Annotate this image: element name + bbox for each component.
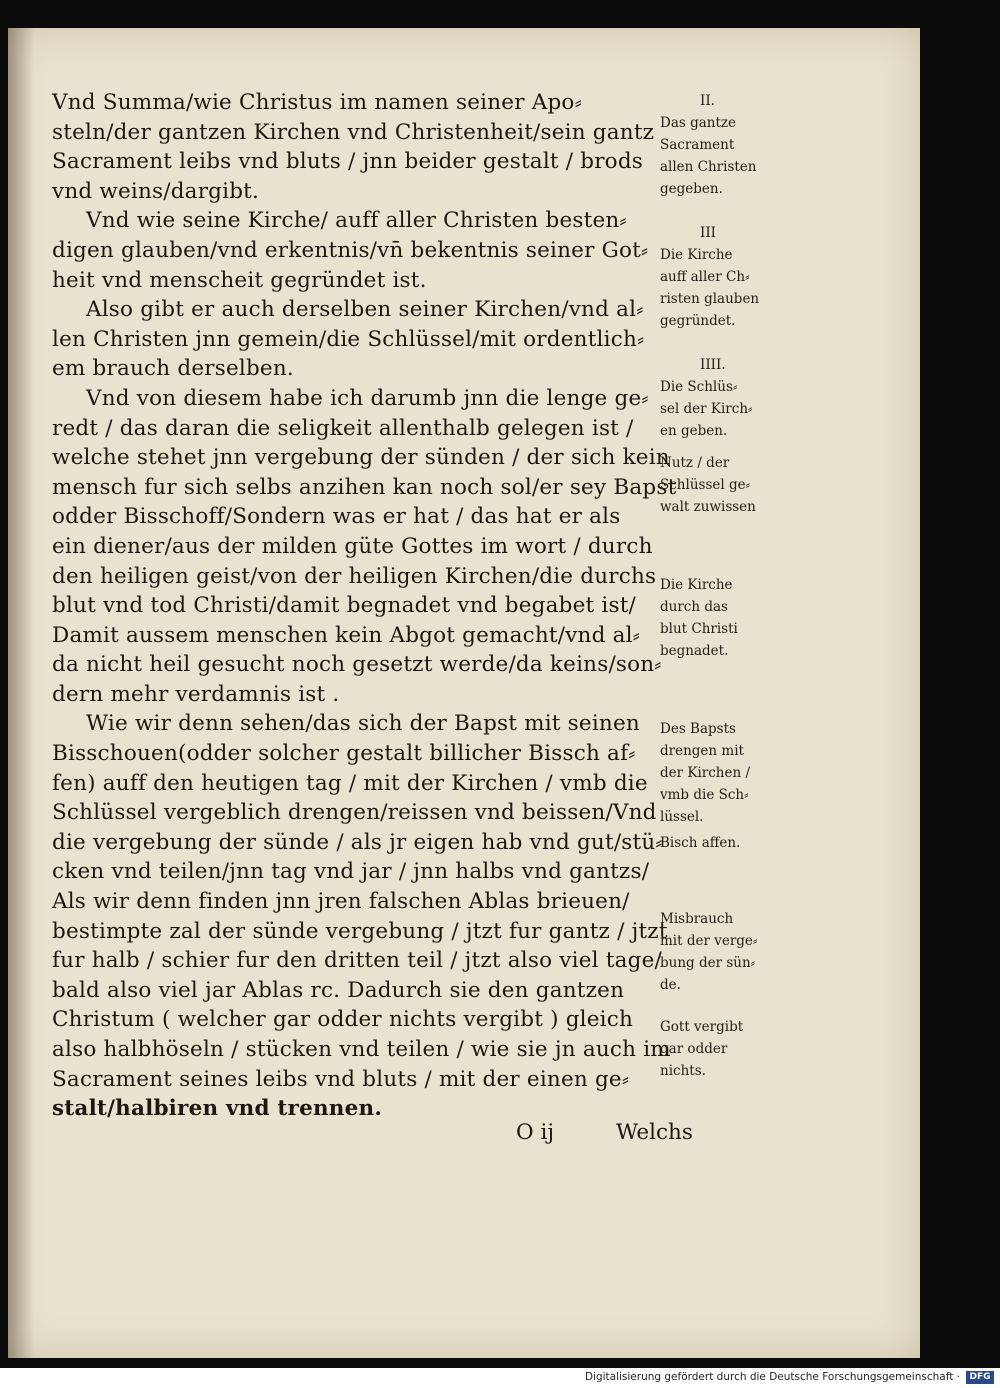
- note-line: lüssel.: [660, 809, 704, 825]
- note-line: de.: [660, 977, 681, 993]
- text-line: bestimpte zal der sünde vergebung / jtzt fur gantz / jtzt: [52, 918, 668, 944]
- text-line: fur halb / schier fur den dritten teil / jtzt also viel tage/: [52, 948, 662, 974]
- marginal-note: [660, 574, 830, 662]
- text-line: redt / das daran die seligkeit allenthalb gelegen ist /: [52, 415, 634, 441]
- text-line: digen glauben/vnd erkentnis/vn̄ bekentnis seiner Got⸗: [52, 237, 649, 263]
- text-line: ein diener/aus der milden güte Gottes im wort / durch: [52, 533, 653, 559]
- note-line: Die Kirche: [660, 247, 733, 263]
- note-line: gegründet.: [660, 313, 736, 329]
- text-line: Vnd Summa/wie Christus im namen seiner Apo⸗: [52, 90, 582, 115]
- marginal-note: [660, 1016, 830, 1082]
- note-line: risten glauben: [660, 291, 760, 307]
- note-line: Das gantze: [660, 115, 737, 131]
- text-line: also halbhöseln / stücken vnd teilen / wie sie jn auch im: [52, 1037, 671, 1062]
- text-line: Christum ( welcher gar odder nichts vergibt ) gleich: [52, 1007, 634, 1033]
- note-line: vmb die Sch⸗: [660, 787, 749, 803]
- text-line: Sacrament leibs vnd bluts / jnn beider gestalt / brods: [52, 149, 644, 175]
- note-line: sel der Kirch⸗: [660, 401, 753, 417]
- note-line: mit der verge⸗: [660, 933, 758, 949]
- note-line: nichts.: [660, 1063, 706, 1079]
- text-line: len Christen jnn gemein/die Schlüssel/mit ordentlich⸗: [52, 326, 645, 352]
- text-line: den heiligen geist/von der heiligen Kirchen/die durchs: [52, 563, 657, 589]
- note-line: walt zuwissen: [660, 499, 756, 515]
- catchword: Welchs: [616, 1120, 693, 1145]
- text-line: Bisschouen(odder solcher gestalt billicher Bissch af⸗: [52, 741, 636, 767]
- text-line: da nicht heil gesucht noch gesetzt werde/da keins/son⸗: [52, 652, 662, 678]
- note-number: II.: [700, 93, 715, 109]
- note-number: IIII.: [700, 357, 726, 373]
- credit-bar: [0, 1368, 1000, 1388]
- marginal-note: [660, 452, 830, 518]
- dfg-logo: DFG: [966, 1371, 994, 1384]
- note-line: gar odder: [660, 1041, 728, 1057]
- text-line: Vnd wie seine Kirche/ auff aller Christen besten⸗: [86, 208, 627, 234]
- text-line: Als wir denn finden jnn jren falschen Ablas brieuen/: [52, 889, 630, 915]
- text-line: cken vnd teilen/jnn tag vnd jar / jnn halbs vnd gantzs/: [52, 859, 650, 885]
- note-line: blut Christi: [660, 621, 738, 637]
- note-line: Schlüssel ge⸗: [660, 477, 751, 493]
- marginal-note: [660, 908, 830, 996]
- marginal-note: [660, 832, 830, 854]
- note-line: Die Kirche: [660, 577, 733, 593]
- note-line: auff aller Ch⸗: [660, 269, 750, 285]
- note-line: Bisch affen.: [660, 835, 741, 851]
- text-line: steln/der gantzen Kirchen vnd Christenheit/sein gantz: [52, 119, 655, 145]
- text-line: Damit aussem menschen kein Abgot gemacht/vnd al⸗: [52, 622, 641, 648]
- text-line: dern mehr verdamnis ist .: [52, 681, 340, 707]
- note-line: drengen mit: [660, 743, 744, 759]
- text-line: stalt/halbiren vnd trennen.: [52, 1096, 383, 1122]
- text-line: odder Bisschoff/Sondern was er hat / das hat er als: [52, 504, 621, 530]
- page-footer: [498, 1118, 738, 1148]
- note-line: der Kirchen /: [660, 765, 751, 781]
- funding-credit: Digitalisierung gefördert durch die Deutsche Forschungsgemeinschaft ·: [584, 1371, 960, 1383]
- signature-mark: O ij: [516, 1120, 555, 1145]
- book-page: [8, 28, 920, 1358]
- marginal-note: [660, 90, 830, 200]
- text-line: bald also viel jar Ablas rc. Dadurch sie den gantzen: [52, 977, 625, 1003]
- note-line: Gott vergibt: [660, 1019, 744, 1035]
- main-text-block: [52, 88, 702, 1124]
- text-line: Vnd von diesem habe ich darumb jnn die lenge ge⸗: [86, 385, 649, 411]
- text-line: vnd weins/dargibt.: [52, 178, 260, 204]
- text-line: Schlüssel vergeblich drengen/reissen vnd beissen/Vnd: [52, 800, 657, 826]
- text-line: Also gibt er auch derselben seiner Kirchen/vnd al⸗: [86, 297, 644, 323]
- page-gutter-shadow: [8, 28, 34, 1358]
- text-line: welche stehet jnn vergebung der sünden / der sich kein: [52, 445, 670, 471]
- note-line: Nutz / der: [660, 455, 730, 471]
- note-line: Sacrament: [660, 137, 735, 153]
- text-line: em brauch derselben.: [52, 356, 294, 382]
- note-line: Misbrauch: [660, 911, 734, 927]
- note-number: III: [700, 225, 716, 241]
- marginal-note: [660, 354, 830, 442]
- text-line: mensch fur sich selbs anzihen kan noch sol/er sey Bapst: [52, 474, 677, 500]
- text-line: Sacrament seines leibs vnd bluts / mit der einen ge⸗: [52, 1066, 630, 1092]
- note-line: bung der sün⸗: [660, 955, 756, 971]
- note-line: Die Schlüs⸗: [660, 379, 738, 395]
- note-line: durch das: [660, 599, 728, 615]
- text-line: heit vnd menscheit gegründet ist.: [52, 267, 427, 293]
- note-line: Des Bapsts: [660, 721, 736, 737]
- note-line: begnadet.: [660, 643, 729, 659]
- marginal-note: [660, 718, 830, 828]
- note-line: allen Christen: [660, 159, 757, 175]
- text-line: Wie wir denn sehen/das sich der Bapst mit seinen: [86, 711, 640, 737]
- note-line: en geben.: [660, 423, 728, 439]
- text-line: blut vnd tod Christi/damit begnadet vnd begabet ist/: [52, 593, 636, 619]
- text-line: die vergebung der sünde / als jr eigen hab vnd gut/stü⸗: [52, 829, 663, 855]
- text-line: fen) auff den heutigen tag / mit der Kirchen / vmb die: [52, 770, 648, 796]
- note-line: gegeben.: [660, 181, 723, 197]
- marginal-note: [660, 222, 830, 332]
